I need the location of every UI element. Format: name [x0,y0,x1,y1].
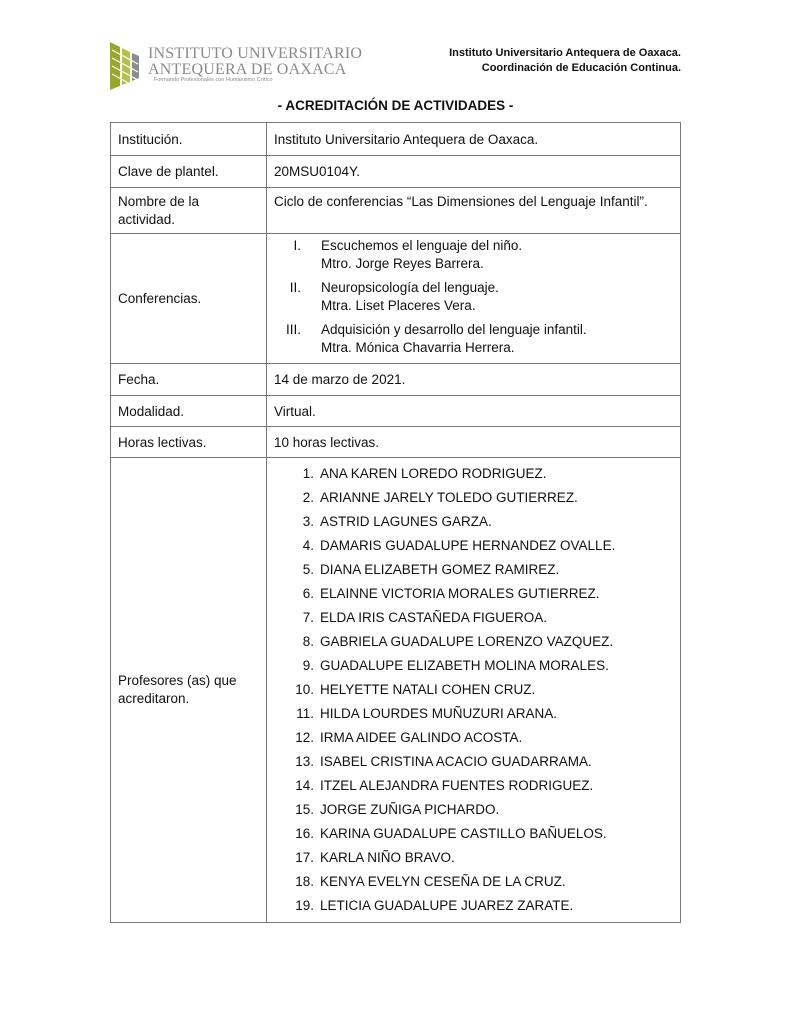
teacher-name: DIANA ELIZABETH GOMEZ RAMIREZ. [320,562,560,577]
teacher-number: 7. [302,610,314,625]
teacher-list-item [274,510,673,534]
teacher-list-item [274,870,673,894]
teacher-name: ANA KAREN LOREDO RODRIGUEZ. [320,466,547,481]
conference-number: II. [289,280,301,295]
conferencias-list [267,234,681,364]
teacher-number: 11. [296,706,314,721]
teacher-list-item [274,750,673,774]
teacher-number: 2. [302,490,314,505]
conference-item [274,279,673,315]
teacher-name: KARINA GUADALUPE CASTILLO BAÑUELOS. [320,826,607,841]
conference-item [274,321,673,357]
logo-tagline: Formando Profesionales con Humanismo Crítico [154,77,273,83]
row-profesores [111,458,681,923]
label-horas: Horas lectivas. [111,427,267,458]
header-institution: Instituto Universitario Antequera de Oaxaca. [449,47,681,59]
row-modalidad [111,396,681,427]
conference-title: Neuropsicología del lenguaje. [321,280,499,295]
teacher-number: 12. [295,730,314,745]
teacher-name: ITZEL ALEJANDRA FUENTES RODRIGUEZ. [320,778,594,793]
conference-title: Adquisición y desarrollo del lenguaje infantil. [321,322,587,337]
teacher-name: IRMA AIDEE GALINDO ACOSTA. [320,730,523,745]
teacher-name: KENYA EVELYN CESEÑA DE LA CRUZ. [320,874,566,889]
value-horas: 10 horas lectivas. [267,427,681,458]
teacher-list-item [274,606,673,630]
teacher-number: 14. [295,778,314,793]
teacher-name: ELDA IRIS CASTAÑEDA FIGUEROA. [320,610,548,625]
value-actividad: Ciclo de conferencias “Las Dimensiones del Lenguaje Infantil”. [267,188,681,234]
teacher-name: HELYETTE NATALI COHEN CRUZ. [320,682,536,697]
label-fecha: Fecha. [111,364,267,396]
teacher-number: 1. [302,466,314,481]
label-actividad: Nombre de la actividad. [111,188,267,234]
teacher-name: GABRIELA GUADALUPE LORENZO VAZQUEZ. [320,634,614,649]
label-profesores: Profesores (as) que acreditaron. [111,458,267,923]
profesores-list-cell [267,458,681,923]
teacher-list-item [274,582,673,606]
teacher-number: 17. [295,850,314,865]
teacher-name: ASTRID LAGUNES GARZA. [320,514,492,529]
label-clave: Clave de plantel. [111,156,267,188]
conference-speaker: Mtra. Mónica Chavarria Herrera. [321,340,515,355]
teacher-number: 13. [295,754,314,769]
row-fecha [111,364,681,396]
profesores-list [274,458,673,922]
conference-number: I. [293,238,301,253]
teacher-name: HILDA LOURDES MUÑUZURI ARANA. [320,706,558,721]
row-institucion [111,123,681,156]
label-modalidad: Modalidad. [111,396,267,427]
teacher-list-item [274,654,673,678]
teacher-list-item [274,894,673,918]
teacher-number: 15. [295,802,314,817]
row-conferencias [111,234,681,364]
teacher-name: ELAINNE VICTORIA MORALES GUTIERREZ. [320,586,600,601]
row-clave [111,156,681,188]
header-department: Coordinación de Educación Continua. [481,62,681,74]
teacher-number: 19. [295,898,314,913]
accreditation-table [110,122,681,923]
teacher-number: 18. [295,874,314,889]
teacher-number: 5. [302,562,314,577]
value-modalidad: Virtual. [267,396,681,427]
teacher-number: 9. [302,658,314,673]
teacher-name: GUADALUPE ELIZABETH MOLINA MORALES. [320,658,609,673]
teacher-name: ARIANNE JARELY TOLEDO GUTIERREZ. [320,490,578,505]
teacher-list-item [274,822,673,846]
teacher-list-item [274,558,673,582]
teacher-number: 16. [295,826,314,841]
teacher-number: 6. [302,586,314,601]
teacher-list-item [274,846,673,870]
teacher-list-item [274,534,673,558]
teacher-list-item [274,726,673,750]
logo-line-2: ANTEQUERA DE OAXACA [148,61,347,78]
label-institucion: Institución. [111,123,267,156]
teacher-name: ISABEL CRISTINA ACACIO GUADARRAMA. [320,754,592,769]
page-header [449,46,681,76]
value-fecha: 14 de marzo de 2021. [267,364,681,396]
teacher-name: DAMARIS GUADALUPE HERNANDEZ OVALLE. [320,538,616,553]
teacher-list-item [274,798,673,822]
row-horas [111,427,681,458]
conference-speaker: Mtra. Liset Placeres Vera. [321,298,476,313]
teacher-list-item [274,678,673,702]
teacher-number: 3. [302,514,314,529]
teacher-list-item [274,774,673,798]
conference-number: III. [285,322,301,337]
teacher-list-item [274,630,673,654]
teacher-number: 10. [295,682,314,697]
teacher-name: LETICIA GUADALUPE JUAREZ ZARATE. [320,898,574,913]
value-clave: 20MSU0104Y. [267,156,681,188]
teacher-name: KARLA NIÑO BRAVO. [320,850,455,865]
value-institucion: Instituto Universitario Antequera de Oaxaca. [267,123,681,156]
institution-logo [110,40,363,92]
label-conferencias: Conferencias. [111,234,267,364]
teacher-number: 4. [302,538,314,553]
conference-item [274,237,673,273]
teacher-list-item [274,462,673,486]
logo-line-1: INSTITUTO UNIVERSITARIO [148,45,363,62]
conference-title: Escuchemos el lenguaje del niño. [321,238,523,253]
teacher-list-item [274,702,673,726]
teacher-number: 8. [302,634,314,649]
teacher-list-item [274,486,673,510]
teacher-name: JORGE ZUÑIGA PICHARDO. [320,802,500,817]
chevron-logo-icon [110,42,144,90]
row-actividad [111,188,681,234]
document-title: - ACREDITACIÓN DE ACTIVIDADES - [277,98,514,113]
conference-speaker: Mtro. Jorge Reyes Barrera. [321,256,484,271]
